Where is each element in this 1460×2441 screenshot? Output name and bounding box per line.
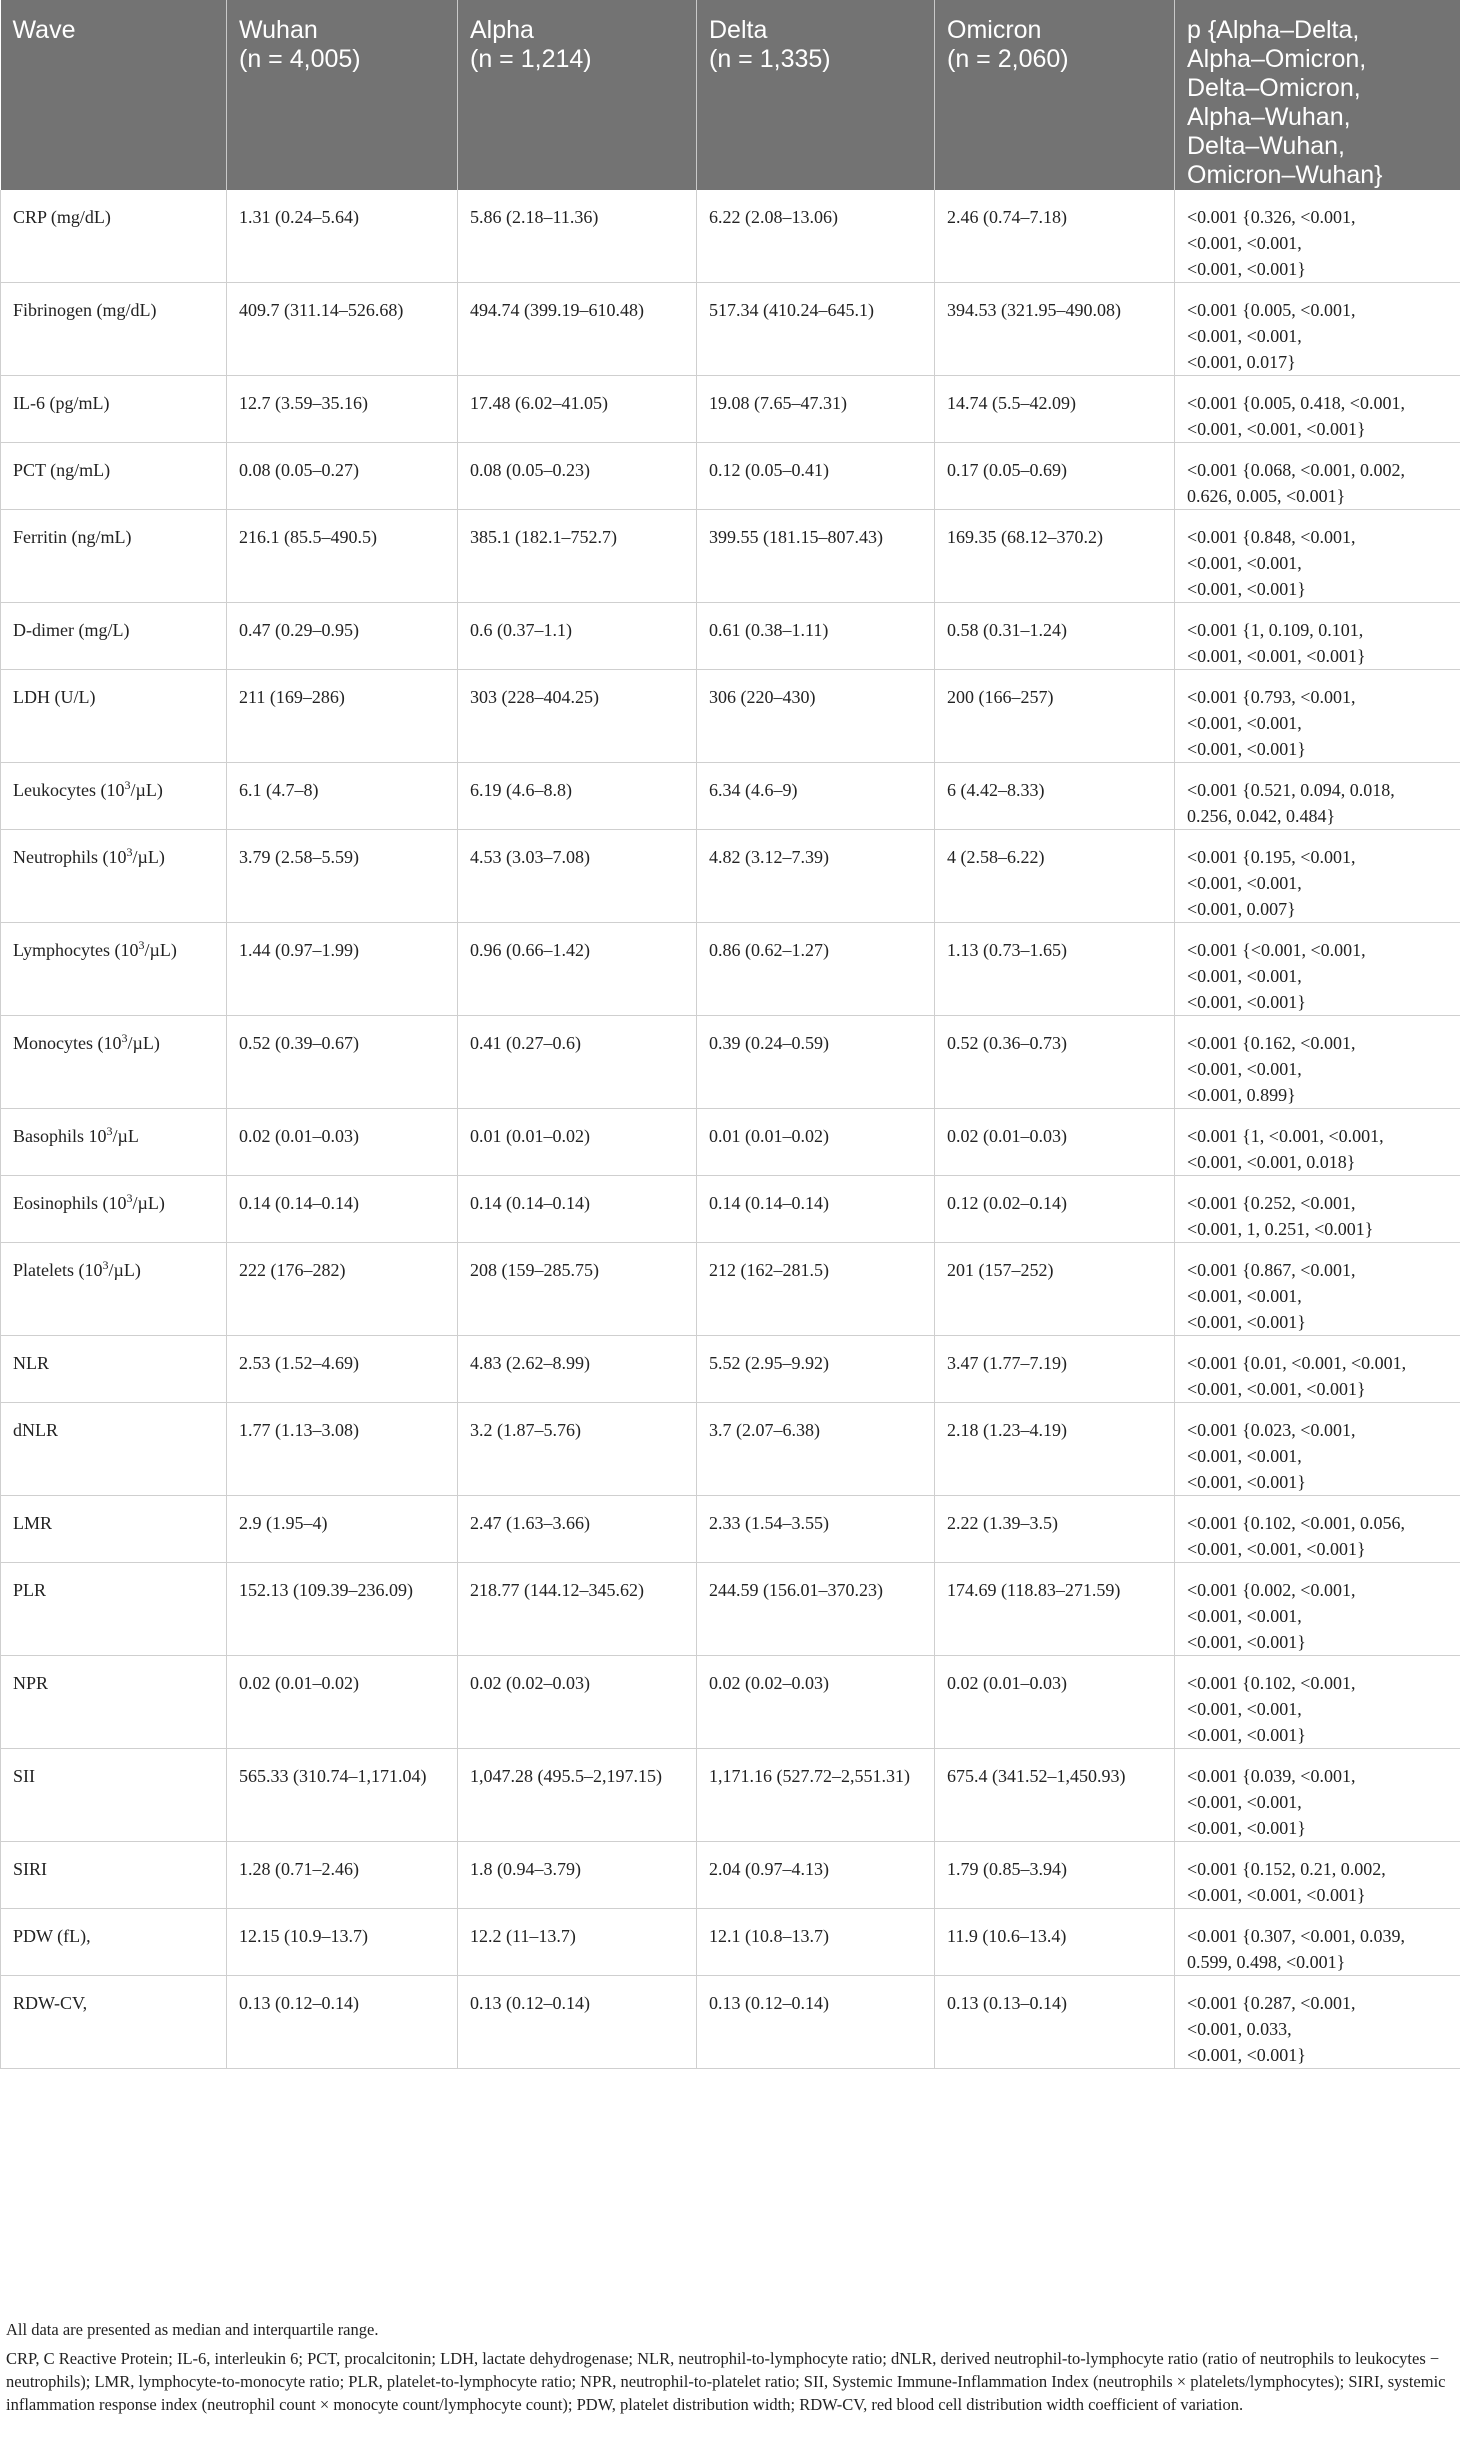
table-row bbox=[1, 1336, 1460, 1403]
table-row bbox=[1, 830, 1460, 923]
header-wuhan-n: (n = 4,005) bbox=[239, 45, 361, 73]
row-label: NLR bbox=[1, 1336, 227, 1403]
p-value-line: <0.001 {0.162, <0.001, bbox=[1187, 1033, 1356, 1053]
cell-alpha: 3.2 (1.87–5.76) bbox=[458, 1403, 697, 1496]
row-label-text: Monocytes (10 bbox=[13, 1033, 122, 1053]
header-alpha-n: (n = 1,214) bbox=[470, 45, 592, 73]
cell-alpha: 12.2 (11–13.7) bbox=[458, 1909, 697, 1976]
cell-omicron: 2.18 (1.23–4.19) bbox=[935, 1403, 1175, 1496]
p-value-line: <0.001, <0.001, <0.001} bbox=[1187, 1885, 1366, 1905]
table-row bbox=[1, 1909, 1460, 1976]
cell-omicron: 200 (166–257) bbox=[935, 670, 1175, 763]
row-label-unit: /µL) bbox=[108, 1260, 141, 1280]
cell-alpha: 1,047.28 (495.5–2,197.15) bbox=[458, 1749, 697, 1842]
row-label: LDH (U/L) bbox=[1, 670, 227, 763]
p-value-line: <0.001, <0.001, <0.001} bbox=[1187, 1539, 1366, 1559]
cell-alpha: 385.1 (182.1–752.7) bbox=[458, 510, 697, 603]
cell-omicron: 174.69 (118.83–271.59) bbox=[935, 1563, 1175, 1656]
cell-delta: 1,171.16 (527.72–2,551.31) bbox=[697, 1749, 935, 1842]
p-value-line: <0.001 {0.002, <0.001, bbox=[1187, 1580, 1356, 1600]
p-value-line: <0.001, 0.007} bbox=[1187, 899, 1296, 919]
cell-omicron: 11.9 (10.6–13.4) bbox=[935, 1909, 1175, 1976]
table-header bbox=[1, 0, 1460, 190]
cell-omicron: 169.35 (68.12–370.2) bbox=[935, 510, 1175, 603]
p-value-line: <0.001 {0.326, <0.001, bbox=[1187, 207, 1356, 227]
table-row bbox=[1, 1976, 1460, 2069]
p-value-line: <0.001, <0.001} bbox=[1187, 1818, 1306, 1838]
cell-wuhan: 222 (176–282) bbox=[227, 1243, 458, 1336]
row-label: dNLR bbox=[1, 1403, 227, 1496]
table-row bbox=[1, 1243, 1460, 1336]
table-row bbox=[1, 1749, 1460, 1842]
cell-omicron: 1.13 (0.73–1.65) bbox=[935, 923, 1175, 1016]
row-label-superscript: 3 bbox=[102, 1258, 109, 1272]
cell-omicron: 675.4 (341.52–1,450.93) bbox=[935, 1749, 1175, 1842]
cell-alpha: 2.47 (1.63–3.66) bbox=[458, 1496, 697, 1563]
p-value-line: <0.001 {0.068, <0.001, 0.002, bbox=[1187, 460, 1405, 480]
row-label: PDW (fL), bbox=[1, 1909, 227, 1976]
header-omicron-n: (n = 2,060) bbox=[947, 45, 1069, 73]
cell-delta: 2.33 (1.54–3.55) bbox=[697, 1496, 935, 1563]
p-value-line: <0.001 {0.867, <0.001, bbox=[1187, 1260, 1356, 1280]
table-footnotes bbox=[6, 2318, 1454, 2422]
row-label: Ferritin (ng/mL) bbox=[1, 510, 227, 603]
p-value-line: <0.001 {<0.001, <0.001, bbox=[1187, 940, 1366, 960]
cell-delta: 0.02 (0.02–0.03) bbox=[697, 1656, 935, 1749]
p-value-line: <0.001, <0.001, bbox=[1187, 713, 1302, 733]
row-label-unit: /µL) bbox=[132, 847, 165, 867]
p-value-line: <0.001, <0.001, bbox=[1187, 233, 1302, 253]
cell-wuhan: 0.08 (0.05–0.27) bbox=[227, 443, 458, 510]
cell-delta: 19.08 (7.65–47.31) bbox=[697, 376, 935, 443]
cell-p-value bbox=[1175, 1016, 1460, 1109]
table-row bbox=[1, 670, 1460, 763]
p-value-line: <0.001 {0.039, <0.001, bbox=[1187, 1766, 1356, 1786]
cell-wuhan: 3.79 (2.58–5.59) bbox=[227, 830, 458, 923]
header-p-line: Delta–Omicron, bbox=[1187, 74, 1361, 102]
cell-p-value bbox=[1175, 443, 1460, 510]
table-row bbox=[1, 603, 1460, 670]
cell-alpha: 0.41 (0.27–0.6) bbox=[458, 1016, 697, 1109]
header-wave-label: Wave bbox=[12, 16, 76, 44]
p-value-line: <0.001 {0.195, <0.001, bbox=[1187, 847, 1356, 867]
cell-p-value bbox=[1175, 1563, 1460, 1656]
p-value-line: <0.001, <0.001} bbox=[1187, 2045, 1306, 2065]
cell-wuhan: 152.13 (109.39–236.09) bbox=[227, 1563, 458, 1656]
cell-alpha: 5.86 (2.18–11.36) bbox=[458, 190, 697, 283]
cell-wuhan: 1.77 (1.13–3.08) bbox=[227, 1403, 458, 1496]
cell-p-value bbox=[1175, 670, 1460, 763]
cell-p-value bbox=[1175, 1656, 1460, 1749]
p-value-line: <0.001, <0.001} bbox=[1187, 1725, 1306, 1745]
row-label-text: Neutrophils (10 bbox=[13, 847, 127, 867]
p-value-line: <0.001, <0.001} bbox=[1187, 1632, 1306, 1652]
cell-delta: 3.7 (2.07–6.38) bbox=[697, 1403, 935, 1496]
header-wave bbox=[1, 0, 227, 190]
cell-alpha: 4.83 (2.62–8.99) bbox=[458, 1336, 697, 1403]
cell-delta: 4.82 (3.12–7.39) bbox=[697, 830, 935, 923]
header-omicron-name: Omicron bbox=[947, 16, 1042, 44]
p-value-line: <0.001 {0.848, <0.001, bbox=[1187, 527, 1356, 547]
header-omicron bbox=[935, 0, 1175, 190]
header-p-line: Delta–Wuhan, bbox=[1187, 132, 1345, 160]
cell-alpha: 4.53 (3.03–7.08) bbox=[458, 830, 697, 923]
cell-p-value bbox=[1175, 1109, 1460, 1176]
cell-omicron: 0.02 (0.01–0.03) bbox=[935, 1109, 1175, 1176]
table-row bbox=[1, 283, 1460, 376]
p-value-line: 0.626, 0.005, <0.001} bbox=[1187, 486, 1346, 506]
cell-alpha: 0.96 (0.66–1.42) bbox=[458, 923, 697, 1016]
p-value-line: <0.001, <0.001, <0.001} bbox=[1187, 1379, 1366, 1399]
p-value-line: <0.001 {0.287, <0.001, bbox=[1187, 1993, 1356, 2013]
row-label: D-dimer (mg/L) bbox=[1, 603, 227, 670]
p-value-line: <0.001, <0.001, bbox=[1187, 1792, 1302, 1812]
cell-wuhan: 565.33 (310.74–1,171.04) bbox=[227, 1749, 458, 1842]
table-row bbox=[1, 1403, 1460, 1496]
cell-omicron: 2.46 (0.74–7.18) bbox=[935, 190, 1175, 283]
row-label bbox=[1, 1109, 227, 1176]
p-value-line: <0.001, <0.001, bbox=[1187, 1446, 1302, 1466]
row-label: PLR bbox=[1, 1563, 227, 1656]
cell-delta: 0.13 (0.12–0.14) bbox=[697, 1976, 935, 2069]
p-value-line: <0.001 {0.102, <0.001, bbox=[1187, 1673, 1356, 1693]
p-value-line: <0.001 {1, <0.001, <0.001, bbox=[1187, 1126, 1384, 1146]
row-label: CRP (mg/dL) bbox=[1, 190, 227, 283]
p-value-line: <0.001 {0.01, <0.001, <0.001, bbox=[1187, 1353, 1407, 1373]
p-value-line: <0.001, 0.033, bbox=[1187, 2019, 1292, 2039]
cell-delta: 6.34 (4.6–9) bbox=[697, 763, 935, 830]
cell-alpha: 208 (159–285.75) bbox=[458, 1243, 697, 1336]
cell-delta: 5.52 (2.95–9.92) bbox=[697, 1336, 935, 1403]
p-value-line: <0.001, <0.001, <0.001} bbox=[1187, 419, 1366, 439]
cell-omicron: 0.52 (0.36–0.73) bbox=[935, 1016, 1175, 1109]
cell-p-value bbox=[1175, 1976, 1460, 2069]
row-label-unit: /µL) bbox=[144, 940, 177, 960]
cell-wuhan: 6.1 (4.7–8) bbox=[227, 763, 458, 830]
header-p-line: Alpha–Omicron, bbox=[1187, 45, 1367, 73]
cell-omicron: 6 (4.42–8.33) bbox=[935, 763, 1175, 830]
table-row bbox=[1, 376, 1460, 443]
row-label: LMR bbox=[1, 1496, 227, 1563]
p-value-line: <0.001, 1, 0.251, <0.001} bbox=[1187, 1219, 1374, 1239]
header-row bbox=[1, 0, 1460, 190]
header-alpha-name: Alpha bbox=[470, 16, 534, 44]
cell-omicron: 0.17 (0.05–0.69) bbox=[935, 443, 1175, 510]
cell-p-value bbox=[1175, 1403, 1460, 1496]
cell-delta: 0.12 (0.05–0.41) bbox=[697, 443, 935, 510]
cell-wuhan: 0.02 (0.01–0.03) bbox=[227, 1109, 458, 1176]
header-wuhan bbox=[227, 0, 458, 190]
row-label: SIRI bbox=[1, 1842, 227, 1909]
row-label bbox=[1, 1243, 227, 1336]
table-row bbox=[1, 1563, 1460, 1656]
p-value-line: <0.001, <0.001} bbox=[1187, 1472, 1306, 1492]
p-value-line: <0.001, <0.001} bbox=[1187, 739, 1306, 759]
cell-delta: 517.34 (410.24–645.1) bbox=[697, 283, 935, 376]
cell-alpha: 0.01 (0.01–0.02) bbox=[458, 1109, 697, 1176]
p-value-line: <0.001, <0.001, bbox=[1187, 966, 1302, 986]
table-row bbox=[1, 1656, 1460, 1749]
p-value-line: <0.001, <0.001, bbox=[1187, 1699, 1302, 1719]
cell-wuhan: 409.7 (311.14–526.68) bbox=[227, 283, 458, 376]
cell-wuhan: 1.28 (0.71–2.46) bbox=[227, 1842, 458, 1909]
row-label bbox=[1, 763, 227, 830]
cell-p-value bbox=[1175, 283, 1460, 376]
table-row bbox=[1, 763, 1460, 830]
cell-p-value bbox=[1175, 1336, 1460, 1403]
p-value-line: <0.001 {0.102, <0.001, 0.056, bbox=[1187, 1513, 1405, 1533]
cell-wuhan: 0.52 (0.39–0.67) bbox=[227, 1016, 458, 1109]
cell-p-value bbox=[1175, 510, 1460, 603]
row-label-text: Lymphocytes (10 bbox=[13, 940, 139, 960]
p-value-line: <0.001, 0.899} bbox=[1187, 1085, 1296, 1105]
p-value-line: <0.001, 0.017} bbox=[1187, 352, 1296, 372]
cell-wuhan: 216.1 (85.5–490.5) bbox=[227, 510, 458, 603]
row-label-unit: /µL bbox=[112, 1126, 139, 1146]
cell-omicron: 3.47 (1.77–7.19) bbox=[935, 1336, 1175, 1403]
p-value-line: <0.001 {0.023, <0.001, bbox=[1187, 1420, 1356, 1440]
footnote-abbreviations: CRP, C Reactive Protein; IL-6, interleukin 6; PCT, procalcitonin; LDH, lactate dehydrogenase; NLR, neutrophil-to-lymphocyte ratio; dNLR, derived neutrophil-to-lymphocyte ratio (ratio of neutrophils to leukocytes − neutrophils); LMR, lymphocyte-to-monocyte ratio; PLR, platelet-to-lymphocyte ratio; NPR, neutrophil-to-platelet ratio; SII, Systemic Immune-Inflammation Index (neutrophils × platelets/lymphocytes); SIRI, systemic inflammation response index (neutrophil count × monocyte count/lymphocyte count); PDW, platelet distribution width; RDW-CV, red blood cell distribution width coefficient of variation. bbox=[6, 2349, 1446, 2414]
p-value-line: 0.256, 0.042, 0.484} bbox=[1187, 806, 1336, 826]
table-row bbox=[1, 443, 1460, 510]
cell-delta: 12.1 (10.8–13.7) bbox=[697, 1909, 935, 1976]
row-label-unit: /µL) bbox=[130, 780, 163, 800]
cell-omicron: 0.58 (0.31–1.24) bbox=[935, 603, 1175, 670]
cell-delta: 2.04 (0.97–4.13) bbox=[697, 1842, 935, 1909]
footnote-data-note: All data are presented as median and interquartile range. bbox=[6, 2320, 379, 2339]
header-delta bbox=[697, 0, 935, 190]
table-row bbox=[1, 190, 1460, 283]
p-value-line: <0.001 {0.307, <0.001, 0.039, bbox=[1187, 1926, 1405, 1946]
row-label-superscript: 3 bbox=[106, 1124, 113, 1138]
p-value-line: <0.001 {0.521, 0.094, 0.018, bbox=[1187, 780, 1395, 800]
cell-delta: 306 (220–430) bbox=[697, 670, 935, 763]
cell-alpha: 494.74 (399.19–610.48) bbox=[458, 283, 697, 376]
p-value-line: <0.001 {0.252, <0.001, bbox=[1187, 1193, 1356, 1213]
cell-wuhan: 0.14 (0.14–0.14) bbox=[227, 1176, 458, 1243]
cell-omicron: 0.02 (0.01–0.03) bbox=[935, 1656, 1175, 1749]
cell-omicron: 1.79 (0.85–3.94) bbox=[935, 1842, 1175, 1909]
p-value-line: <0.001, <0.001, bbox=[1187, 326, 1302, 346]
cell-p-value bbox=[1175, 763, 1460, 830]
cell-delta: 212 (162–281.5) bbox=[697, 1243, 935, 1336]
cell-p-value bbox=[1175, 923, 1460, 1016]
cell-alpha: 17.48 (6.02–41.05) bbox=[458, 376, 697, 443]
cell-alpha: 1.8 (0.94–3.79) bbox=[458, 1842, 697, 1909]
table-row bbox=[1, 1496, 1460, 1563]
table-row bbox=[1, 1109, 1460, 1176]
table-row bbox=[1, 923, 1460, 1016]
p-value-line: <0.001, <0.001, bbox=[1187, 873, 1302, 893]
p-value-line: <0.001, <0.001, bbox=[1187, 1059, 1302, 1079]
cell-delta: 244.59 (156.01–370.23) bbox=[697, 1563, 935, 1656]
cell-alpha: 303 (228–404.25) bbox=[458, 670, 697, 763]
cell-alpha: 0.6 (0.37–1.1) bbox=[458, 603, 697, 670]
row-label-text: Platelets (10 bbox=[13, 1260, 103, 1280]
cell-omicron: 4 (2.58–6.22) bbox=[935, 830, 1175, 923]
row-label bbox=[1, 830, 227, 923]
cell-alpha: 0.14 (0.14–0.14) bbox=[458, 1176, 697, 1243]
row-label: IL-6 (pg/mL) bbox=[1, 376, 227, 443]
header-delta-name: Delta bbox=[709, 16, 768, 44]
row-label-unit: /µL) bbox=[127, 1033, 160, 1053]
cell-delta: 0.01 (0.01–0.02) bbox=[697, 1109, 935, 1176]
p-value-line: <0.001, <0.001, 0.018} bbox=[1187, 1152, 1356, 1172]
row-label bbox=[1, 1176, 227, 1243]
cell-omicron: 14.74 (5.5–42.09) bbox=[935, 376, 1175, 443]
table-row bbox=[1, 1176, 1460, 1243]
table-row bbox=[1, 1016, 1460, 1109]
cell-delta: 0.86 (0.62–1.27) bbox=[697, 923, 935, 1016]
row-label-superscript: 3 bbox=[138, 938, 145, 952]
row-label-superscript: 3 bbox=[126, 1191, 133, 1205]
p-value-line: 0.599, 0.498, <0.001} bbox=[1187, 1952, 1346, 1972]
cell-omicron: 0.12 (0.02–0.14) bbox=[935, 1176, 1175, 1243]
cell-omicron: 2.22 (1.39–3.5) bbox=[935, 1496, 1175, 1563]
p-value-line: <0.001, <0.001, <0.001} bbox=[1187, 646, 1366, 666]
cell-p-value bbox=[1175, 190, 1460, 283]
row-label: NPR bbox=[1, 1656, 227, 1749]
header-p-line: p {Alpha–Delta, bbox=[1187, 16, 1360, 44]
cell-p-value bbox=[1175, 376, 1460, 443]
cell-wuhan: 1.44 (0.97–1.99) bbox=[227, 923, 458, 1016]
p-value-line: <0.001, <0.001} bbox=[1187, 579, 1306, 599]
cell-delta: 0.14 (0.14–0.14) bbox=[697, 1176, 935, 1243]
cell-wuhan: 1.31 (0.24–5.64) bbox=[227, 190, 458, 283]
p-value-line: <0.001 {1, 0.109, 0.101, bbox=[1187, 620, 1364, 640]
cell-alpha: 218.77 (144.12–345.62) bbox=[458, 1563, 697, 1656]
p-value-line: <0.001 {0.152, 0.21, 0.002, bbox=[1187, 1859, 1386, 1879]
header-p-line: Omicron–Wuhan} bbox=[1187, 161, 1383, 189]
p-value-line: <0.001, <0.001} bbox=[1187, 259, 1306, 279]
header-p-value bbox=[1175, 0, 1460, 190]
cell-alpha: 0.02 (0.02–0.03) bbox=[458, 1656, 697, 1749]
row-label-text: Leukocytes (10 bbox=[13, 780, 125, 800]
cell-delta: 399.55 (181.15–807.43) bbox=[697, 510, 935, 603]
p-value-line: <0.001, <0.001, bbox=[1187, 1606, 1302, 1626]
cell-omicron: 394.53 (321.95–490.08) bbox=[935, 283, 1175, 376]
row-label-text: Eosinophils (10 bbox=[13, 1193, 127, 1213]
header-p-line: Alpha–Wuhan, bbox=[1187, 103, 1351, 131]
row-label-superscript: 3 bbox=[126, 845, 133, 859]
cell-wuhan: 0.47 (0.29–0.95) bbox=[227, 603, 458, 670]
cell-p-value bbox=[1175, 1496, 1460, 1563]
cell-p-value bbox=[1175, 1842, 1460, 1909]
cell-wuhan: 211 (169–286) bbox=[227, 670, 458, 763]
cell-delta: 6.22 (2.08–13.06) bbox=[697, 190, 935, 283]
table-row bbox=[1, 1842, 1460, 1909]
cell-omicron: 0.13 (0.13–0.14) bbox=[935, 1976, 1175, 2069]
p-value-line: <0.001 {0.793, <0.001, bbox=[1187, 687, 1356, 707]
cell-wuhan: 0.13 (0.12–0.14) bbox=[227, 1976, 458, 2069]
row-label-text: Basophils 10 bbox=[13, 1126, 107, 1146]
row-label-unit: /µL) bbox=[132, 1193, 165, 1213]
row-label: SII bbox=[1, 1749, 227, 1842]
cell-p-value bbox=[1175, 830, 1460, 923]
cell-omicron: 201 (157–252) bbox=[935, 1243, 1175, 1336]
cell-p-value bbox=[1175, 1749, 1460, 1842]
cell-p-value bbox=[1175, 603, 1460, 670]
row-label bbox=[1, 923, 227, 1016]
row-label bbox=[1, 1016, 227, 1109]
cell-wuhan: 0.02 (0.01–0.02) bbox=[227, 1656, 458, 1749]
cell-delta: 0.61 (0.38–1.11) bbox=[697, 603, 935, 670]
p-value-line: <0.001, <0.001} bbox=[1187, 1312, 1306, 1332]
cell-alpha: 0.08 (0.05–0.23) bbox=[458, 443, 697, 510]
p-value-line: <0.001 {0.005, 0.418, <0.001, bbox=[1187, 393, 1405, 413]
cell-p-value bbox=[1175, 1243, 1460, 1336]
table-body bbox=[1, 190, 1460, 2069]
table-row bbox=[1, 510, 1460, 603]
p-value-line: <0.001, <0.001, bbox=[1187, 1286, 1302, 1306]
row-label: RDW-CV, bbox=[1, 1976, 227, 2069]
cell-wuhan: 12.15 (10.9–13.7) bbox=[227, 1909, 458, 1976]
header-delta-n: (n = 1,335) bbox=[709, 45, 831, 73]
cell-p-value bbox=[1175, 1176, 1460, 1243]
cell-wuhan: 12.7 (3.59–35.16) bbox=[227, 376, 458, 443]
p-value-line: <0.001, <0.001, bbox=[1187, 553, 1302, 573]
row-label-superscript: 3 bbox=[124, 778, 131, 792]
cell-p-value bbox=[1175, 1909, 1460, 1976]
cell-alpha: 6.19 (4.6–8.8) bbox=[458, 763, 697, 830]
row-label: PCT (ng/mL) bbox=[1, 443, 227, 510]
header-wuhan-name: Wuhan bbox=[239, 16, 318, 44]
p-value-line: <0.001, <0.001} bbox=[1187, 992, 1306, 1012]
p-value-line: <0.001 {0.005, <0.001, bbox=[1187, 300, 1356, 320]
row-label: Fibrinogen (mg/dL) bbox=[1, 283, 227, 376]
cell-wuhan: 2.9 (1.95–4) bbox=[227, 1496, 458, 1563]
row-label-superscript: 3 bbox=[121, 1031, 128, 1045]
cell-alpha: 0.13 (0.12–0.14) bbox=[458, 1976, 697, 2069]
cell-delta: 0.39 (0.24–0.59) bbox=[697, 1016, 935, 1109]
cell-wuhan: 2.53 (1.52–4.69) bbox=[227, 1336, 458, 1403]
header-alpha bbox=[458, 0, 697, 190]
